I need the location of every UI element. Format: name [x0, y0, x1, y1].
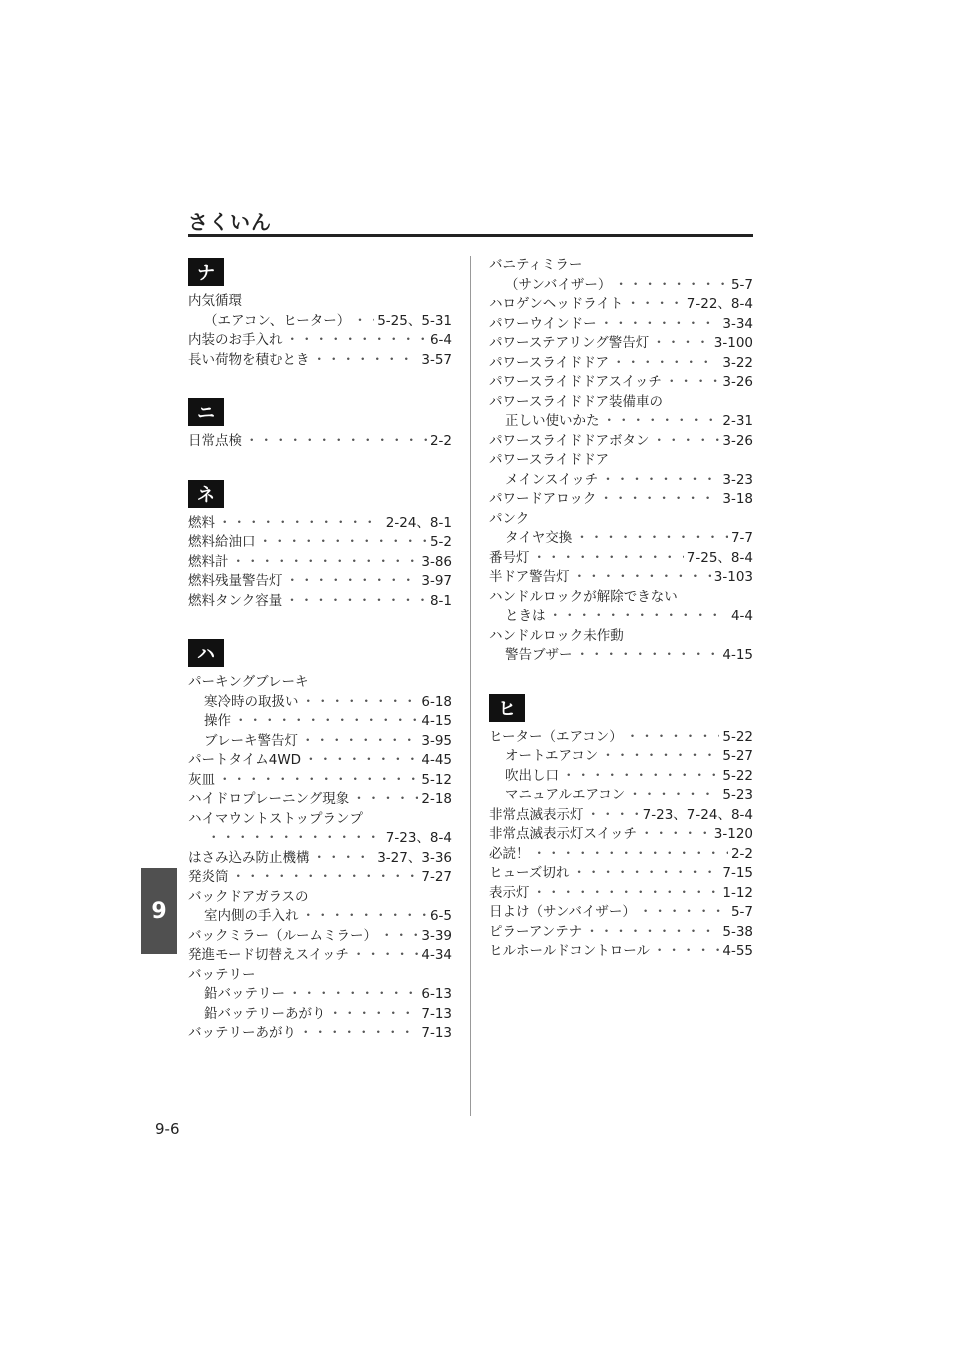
entry-term: 発炎筒: [188, 869, 229, 885]
entry-term: 日よけ（サンバイザー）: [489, 904, 636, 920]
leader-dots: [288, 985, 418, 1005]
leader-dots: [285, 592, 427, 612]
entry-page: 7-15: [722, 865, 753, 881]
entry-term: ヒルホールドコントロール: [489, 943, 650, 959]
entry-page: 5-22: [722, 728, 753, 745]
entry-page: 4-4: [730, 608, 753, 624]
leader-dots: [301, 732, 418, 752]
index-entry: [489, 412, 753, 432]
index-entry: [188, 1005, 452, 1025]
index-title: さくいん: [188, 210, 272, 234]
leader-dots: [585, 923, 719, 943]
index-entry: [188, 432, 452, 452]
entry-term: 灰皿: [188, 771, 215, 788]
entry-page: 3-22: [722, 354, 753, 371]
entry-term: 寒冷時の取扱い: [204, 693, 299, 710]
index-entry: [188, 351, 452, 371]
leader-dots: [653, 942, 719, 962]
leader-dots: [562, 767, 719, 787]
entry-page: 7-7: [730, 530, 753, 546]
index-entry: [489, 923, 753, 943]
index-entry: [188, 810, 452, 830]
entry-term: パワーステアリング警告灯: [489, 335, 650, 351]
entry-term: 表示灯: [489, 884, 530, 901]
entry-term: 吹出し口: [505, 767, 559, 784]
index-entry: [489, 728, 753, 748]
index-entry: [489, 334, 753, 354]
title-underline: [188, 234, 753, 237]
entry-term: ハンドルロックが解除できない: [489, 588, 678, 605]
index-entry: [489, 276, 753, 296]
entry-page: 6-5: [429, 908, 452, 924]
entry-term: ハイマウントストップランプ: [188, 810, 363, 827]
kana-header: ネ: [188, 480, 224, 508]
entry-term: ときは: [505, 608, 546, 624]
entry-page: 7-27: [421, 869, 452, 885]
index-entry: [489, 373, 753, 393]
index-entry: [188, 946, 452, 966]
leader-dots: [218, 771, 418, 791]
entry-term: パワースライドドア装備車の: [489, 393, 664, 410]
leader-dots: [380, 927, 418, 947]
leader-dots: [533, 884, 720, 904]
index-entry: [489, 806, 753, 826]
index-entry: [188, 849, 452, 869]
leader-dots: [639, 903, 728, 923]
index-section: [188, 480, 452, 612]
entry-term: ハイドロプレーニング現象: [188, 791, 350, 807]
leader-dots: [234, 712, 418, 732]
index-entry: [188, 751, 452, 771]
entry-term: 日常点検: [188, 433, 242, 449]
entry-page: 5-12: [421, 771, 452, 788]
index-section: [489, 694, 753, 962]
leader-dots: [601, 747, 719, 767]
leader-dots: [575, 529, 728, 549]
entry-term: 発進モード切替えスイッチ: [188, 947, 349, 963]
index-entry: [188, 673, 452, 693]
entry-page: 3-34: [722, 315, 753, 332]
entry-page: 6-4: [429, 332, 452, 348]
entry-term: パワースライドドア: [489, 354, 610, 371]
index-entry: [188, 829, 452, 849]
entry-page: 3-39: [421, 927, 452, 944]
leader-dots: [665, 373, 719, 393]
leader-dots: [576, 646, 720, 666]
column-divider: [470, 256, 471, 1116]
entry-term: 必読！: [489, 845, 530, 862]
entry-page: 3-26: [722, 374, 753, 390]
entry-page: 2-2: [730, 845, 753, 862]
leader-dots: [299, 1024, 418, 1044]
entry-term: （サンバイザー）: [505, 276, 612, 293]
entry-term: バッテリー: [188, 966, 256, 983]
leader-dots: [313, 849, 375, 869]
leader-dots: [600, 315, 720, 335]
index-entry: [188, 888, 452, 908]
entry-page: 7-23、8-4: [385, 830, 452, 846]
index-section: [188, 258, 452, 370]
index-entry: [188, 312, 452, 332]
index-entry: [188, 331, 452, 351]
index-entry: [489, 295, 753, 315]
entry-page: 4-15: [722, 647, 753, 663]
entry-page: 7-13: [421, 1025, 452, 1041]
index-entry: [188, 514, 452, 534]
entry-page: 2-18: [421, 791, 452, 807]
leader-dots: [352, 946, 418, 966]
index-entry: [188, 868, 452, 888]
leader-dots: [304, 751, 418, 771]
entry-page: 3-57: [421, 351, 452, 368]
entry-term: ハンドルロック未作動: [489, 627, 624, 644]
entry-page: 4-45: [421, 752, 452, 768]
entry-term: パワードアロック: [489, 491, 597, 507]
index-entry: [489, 451, 753, 471]
index-entry: [489, 315, 753, 335]
entry-page: 5-27: [722, 748, 753, 764]
index-entry: [489, 646, 753, 666]
entry-page: 5-7: [730, 276, 753, 293]
entry-term: はさみ込み防止機構: [188, 849, 310, 866]
leader-dots: [573, 568, 711, 588]
index-entry: [188, 771, 452, 791]
index-entry: [489, 884, 753, 904]
index-entry: [489, 256, 753, 276]
leader-dots: [286, 331, 427, 351]
kana-header: ナ: [188, 258, 224, 286]
index-entry: [188, 292, 452, 312]
entry-term: 半ドア警告灯: [489, 569, 570, 585]
entry-term: 内装のお手入れ: [188, 332, 283, 348]
index-column-left: [188, 258, 452, 1072]
index-entry: [188, 985, 452, 1005]
entry-term: 燃料計: [188, 553, 229, 570]
entry-term: タイヤ交換: [505, 530, 573, 546]
entry-page: 6-18: [421, 693, 452, 710]
leader-dots: [329, 1005, 419, 1025]
leader-dots: [599, 490, 719, 510]
leader-dots: [587, 806, 640, 826]
entry-term: ブレーキ警告灯: [204, 732, 298, 749]
index-entry: [489, 432, 753, 452]
leader-dots: [640, 825, 711, 845]
leader-dots: [601, 471, 719, 491]
index-entry: [489, 607, 753, 627]
entry-page: 5-7: [730, 904, 753, 920]
index-section: [188, 398, 452, 452]
entry-page: 7-23、7-24、8-4: [642, 806, 753, 823]
page-number: 9-6: [155, 1120, 180, 1138]
index-entry: [489, 490, 753, 510]
entry-term: 燃料給油口: [188, 534, 256, 550]
entry-page: 3-97: [421, 573, 452, 589]
index-section: [489, 256, 753, 666]
index-entry: [188, 790, 452, 810]
entry-term: バニティミラー: [489, 257, 583, 273]
leader-dots: [652, 334, 711, 354]
leader-dots: [232, 868, 419, 888]
entry-term: 非常点滅表示灯スイッチ: [489, 826, 637, 842]
leader-dots: [313, 351, 419, 371]
index-entry: [489, 767, 753, 787]
leader-dots: [286, 572, 419, 592]
entry-term: 内気循環: [188, 293, 242, 309]
entry-page: 7-25、8-4: [686, 549, 753, 566]
entry-page: 6-13: [421, 986, 452, 1002]
entry-term: バッテリーあがり: [188, 1025, 296, 1041]
leader-dots: [612, 354, 719, 374]
entry-term: ヒーター（エアコン）: [489, 728, 623, 745]
entry-term: パワースライドドア: [489, 452, 610, 468]
leader-dots: [626, 728, 720, 748]
entry-page: 7-13: [421, 1005, 452, 1022]
entry-term: メインスイッチ: [505, 471, 599, 488]
kana-header: ハ: [188, 639, 224, 667]
index-entry: [489, 903, 753, 923]
entry-page: 3-95: [421, 732, 452, 749]
index-entry: [188, 732, 452, 752]
entry-page: 2-31: [722, 413, 753, 429]
entry-term: 燃料: [188, 514, 215, 531]
leader-dots: [653, 432, 720, 452]
entry-page: 3-86: [421, 553, 452, 570]
index-entry: [188, 712, 452, 732]
entry-page: 4-15: [421, 713, 452, 729]
entry-page: 3-18: [722, 491, 753, 507]
entry-page: 3-26: [722, 432, 753, 449]
entry-term: 燃料残量警告灯: [188, 573, 283, 589]
leader-dots: [533, 845, 728, 865]
index-column-right: [489, 256, 753, 990]
leader-dots: [259, 533, 427, 553]
entry-term: パワースライドドアボタン: [489, 432, 650, 449]
leader-dots: [352, 790, 418, 810]
entry-term: ピラーアンテナ: [489, 923, 583, 940]
chapter-tab: 9: [141, 868, 177, 954]
entry-page: 5-22: [722, 767, 753, 784]
leader-dots: [302, 693, 419, 713]
leader-dots: [614, 276, 728, 296]
index-entry: [489, 588, 753, 608]
index-entry: [188, 907, 452, 927]
entry-term: パンク: [489, 510, 530, 527]
index-entry: [489, 747, 753, 767]
entry-page: 1-12: [722, 884, 753, 901]
entry-term: 番号灯: [489, 549, 530, 566]
entry-term: バックミラー（ルームミラー）: [188, 927, 377, 944]
index-entry: [489, 510, 753, 530]
leader-dots: [603, 412, 720, 432]
entry-page: 3-120: [713, 826, 753, 842]
index-entry: [489, 393, 753, 413]
entry-page: 2-24、8-1: [385, 514, 452, 531]
index-entry: [489, 864, 753, 884]
index-entry: [489, 549, 753, 569]
leader-dots: [533, 549, 684, 569]
entry-term: ヒューズ切れ: [489, 865, 570, 881]
entry-term: 操作: [204, 713, 231, 729]
index-entry: [188, 693, 452, 713]
entry-term: パワースライドドアスイッチ: [489, 374, 662, 390]
entry-term: パーキングブレーキ: [188, 674, 309, 690]
entry-term: バックドアガラスの: [188, 888, 309, 905]
index-entry: [188, 966, 452, 986]
index-entry: [489, 786, 753, 806]
entry-page: 3-100: [713, 335, 753, 351]
entry-term: オートエアコン: [505, 748, 599, 764]
leader-dots: [232, 553, 419, 573]
leader-dots: [626, 295, 683, 315]
entry-term: 鉛バッテリーあがり: [204, 1005, 326, 1022]
entry-term: パワーウインドー: [489, 315, 597, 332]
entry-page: 5-25、5-31: [377, 312, 452, 329]
entry-term: 鉛バッテリー: [204, 986, 285, 1002]
kana-header: ヒ: [489, 694, 525, 722]
index-entry: [188, 1024, 452, 1044]
entry-term: ハロゲンヘッドライト: [489, 296, 624, 312]
entry-term: （エアコン、ヒーター）: [204, 312, 351, 329]
entry-term: 非常点滅表示灯: [489, 806, 584, 823]
index-entry: [489, 627, 753, 647]
leader-dots: [218, 514, 383, 534]
index-entry: [489, 942, 753, 962]
leader-dots: [549, 607, 728, 627]
entry-term: 警告ブザー: [505, 647, 573, 663]
leader-dots: [207, 829, 383, 849]
entry-page: 4-34: [421, 947, 452, 963]
entry-term: 長い荷物を積むとき: [188, 351, 310, 368]
leader-dots: [302, 907, 427, 927]
entry-page: 8-1: [429, 592, 452, 609]
entry-term: 燃料タンク容量: [188, 592, 283, 609]
index-entry: [489, 354, 753, 374]
entry-page: 5-2: [429, 534, 452, 550]
index-entry: [188, 592, 452, 612]
leader-dots: [245, 432, 427, 452]
index-entry: [489, 529, 753, 549]
kana-header: ニ: [188, 398, 224, 426]
index-entry: [188, 533, 452, 553]
entry-page: 3-23: [722, 471, 753, 488]
index-section: [188, 639, 452, 1044]
index-entry: [188, 572, 452, 592]
leader-dots: [353, 312, 374, 332]
entry-page: 3-103: [713, 569, 753, 585]
entry-page: 2-2: [429, 433, 452, 449]
leader-dots: [572, 864, 719, 884]
entry-page: 3-27、3-36: [377, 849, 452, 866]
entry-term: 室内側の手入れ: [204, 908, 299, 924]
entry-page: 5-38: [722, 923, 753, 940]
index-entry: [489, 471, 753, 491]
entry-term: パートタイム4WD: [188, 752, 302, 768]
leader-dots: [628, 786, 719, 806]
index-entry: [489, 845, 753, 865]
entry-page: 5-23: [722, 787, 753, 803]
index-entry: [489, 825, 753, 845]
entry-term: 正しい使いかた: [505, 413, 600, 429]
entry-term: マニュアルエアコン: [505, 787, 626, 803]
entry-page: 7-22、8-4: [686, 296, 753, 312]
entry-page: 4-55: [722, 943, 753, 959]
index-entry: [188, 553, 452, 573]
index-entry: [489, 568, 753, 588]
index-entry: [188, 927, 452, 947]
